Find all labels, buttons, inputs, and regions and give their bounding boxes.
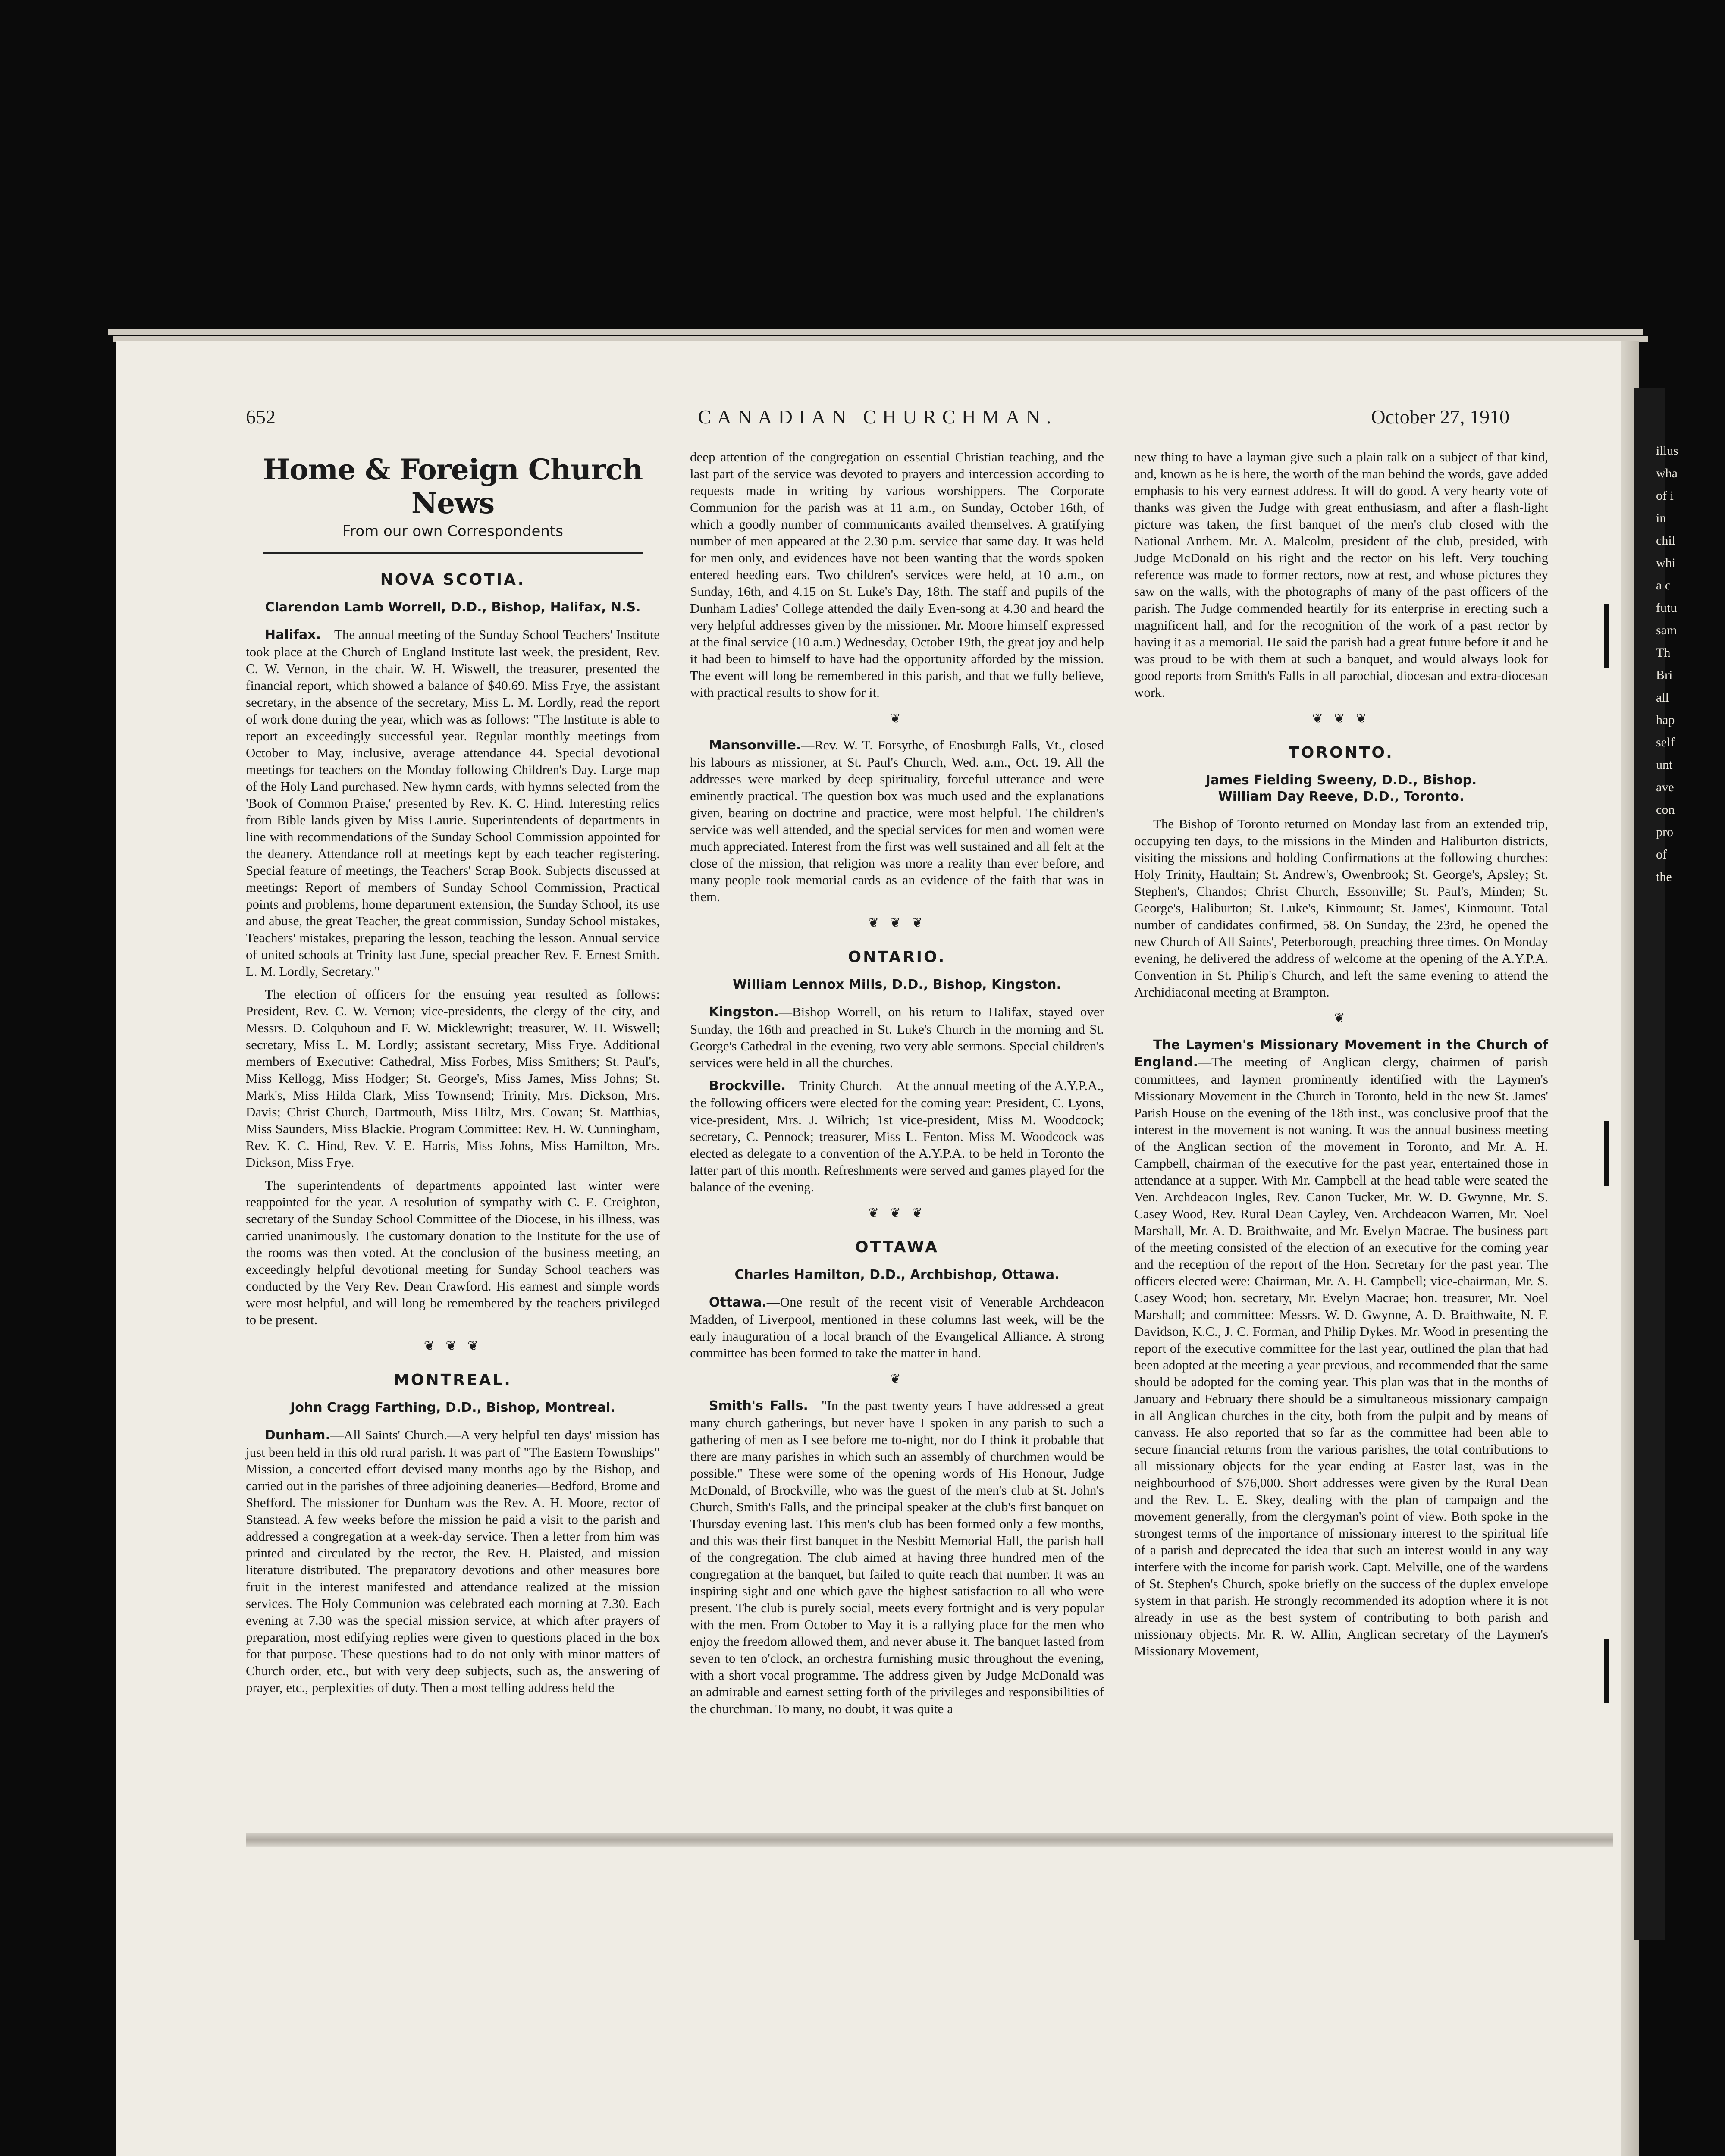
fragment-line: the [1656,870,1672,884]
article-paragraph: Smith's Falls.—"In the past twenty years I have addressed a great many church gatherings, but never have I spoken in any parish to such a gathering of men as I see before me to-night, nor do I think it probable that there are many parishes in which such an assembly of churchmen would be possible." These were some of the opening words of His Honour, Judge McDonald, of Brockville, who was the guest of the men's club at St. John's Church, Smith's Falls, and the principal speaker at the club's first banquet on Thursday evening last. This men's club has been formed only a few months, and this was their first banquet in the Nesbitt Memorial Hall, the parish hall of the congregation. The club aimed at having three hundred men of the congregation at the banquet, but failed to quite reach that number. It was an inspiring sight and one which gave the highest satisfaction to all who were present. The club is purely social, meets every fortnight and is very popular with the men. From October to May it is a rallying place for the men who enjoy the freedom allowed them, and never abuse it. The banquet lasted from seven to ten o'clock, an orchestra furnishing music throughout the evening, with a short vocal programme. The address given by Judge McDonald was an admirable and earnest setting forth of the privileges and responsibilities of the churchman. To many, no doubt, it was quite a [690,1398,1104,1716]
fragment-line: Bri [1656,668,1673,682]
fragment-line: of [1656,847,1667,862]
running-header [246,405,1509,436]
binding-stitch [1604,1639,1609,1703]
place-name: Smith's Falls. [709,1398,808,1413]
article-paragraph: Halifax.—The annual meeting of the Sunday School Teachers' Institute took place at the Church of England Institute last week, the president, Rev. C. W. Vernon, in the chair. W. H. Wiswell, the treasurer, presented the financial report, which showed a balance of $40.69. Miss Frye, the assistant secretary, in the absence of the secretary, Miss L. M. Lordly, read the report of work done during the year, which was as follows: "The Institute is able to report an exceedingly successful year. Regular monthly meetings from October to May, inclusive, average attendance 44. Special devotional meetings for teachers on the Monday following Children's Day. Large map of the Holy Land purchased. New hymn cards, with hymns selected from the 'Book of Common Praise,' presented by Rev. K. C. Hind. Interesting relics from Bible lands given by Miss Laurie. Superintendents of departments in line with recommendations of the Sunday School Commission appointed for the deanery. Attendance roll at meetings kept by each teacher registering. Special feature of meetings, the Teachers' Scrap Book. Subjects discussed at meetings: Report of members of Sunday School Commission, Practical points and problems, home department extension, the Sunday School, its use and abuse, the great Teacher, the great commission, Sunday School mistakes, Teachers' mistakes, preparing the lesson, teaching the lesson. Annual service of united schools at Trinity last June, special preacher Rev. F. Ernest Smith. L. M. Lordly, Secretary." [246,627,660,979]
article-paragraph: The superintendents of departments appointed last winter were reappointed for the year. A resolution of sympathy with C. E. Creighton, secretary of the Sunday School Committee of the Diocese, in his illness, was carried unanimously. The customary donation to the Institute for the use of the rooms was then voted. At the conclusion of the business meeting, an exceedingly helpful devotional meeting for Sunday School teachers was conducted by the Very Rev. Dean Crawford. His earnest and simple words were most helpful, and will long be remembered by the teachers privileged to be present. [246,1178,660,1327]
article-paragraph: Kingston.—Bishop Worrell, on his return to Halifax, stayed over Sunday, the 16th and preached in St. Luke's Church in the morning and St. George's Cathedral in the evening, two very able sermons. Special children's services were held in all the churches. [690,1004,1104,1070]
article-paragraph: The election of officers for the ensuing year resulted as follows: President, Rev. C. W. Vernon; vice-presidents, the clergy of the city, and Messrs. D. Colquhoun and F. W. Micklewright; treasurer, W. H. Wiswell; secretary, Miss L. M. Lordly; assistant secretary, Miss Frye. Additional members of Executive: Cathedral, Miss Forbes, Miss Smithers; St. Paul's, Miss Kellogg, Miss Hodger; St. George's, Miss James, Miss Johns; St. Mark's, Miss Hilda Clark, Miss Townsend; Trinity, Mrs. Dickson, Mrs. Davis; Christ Church, Dartmouth, Miss Hiltz, Mrs. Cowan; St. Matthias, Miss Saunders, Miss Blackie. Program Committee: Rev. H. W. Cunningham, Rev. K. C. Hind, Rev. V. E. Harris, Miss Johns, Miss Hamilton, Mrs. Dickson, Miss Frye. [246,987,660,1170]
fragment-line: a c [1656,578,1671,592]
fragment-line: ave [1656,780,1674,794]
fragment-line: whi [1656,556,1675,570]
article-paragraph: Mansonville.—Rev. W. T. Forsythe, of Enosburgh Falls, Vt., closed his labours as missioner, at St. Paul's Church, Wed. a.m., Oct. 19. All the addresses were marked by deep spirituality, forceful utterance and were eminently practical. The question box was much used and the explanations given, bearing on doctrine and practice, were most helpful. The children's service was well attended, and the special services for men and women were much appreciated. Interest from the first was well sustained and all felt at the close of the mission, that religion was more a reality than ever before, and many people took memorial cards as an evidence of the faith that was in them. [690,737,1104,904]
fragment-line: self [1656,735,1675,749]
fragment-line: in [1656,511,1666,525]
fragment-line: hap [1656,713,1675,727]
bishop-line: Charles Hamilton, D.D., Archbishop, Ottawa. [734,1267,1060,1282]
fragment-line: Th [1656,646,1671,660]
binding-stitch [1604,604,1609,668]
ornament-divider: ❦ ❦ ❦ [868,1206,926,1221]
diocese-heading: ONTARIO. [848,948,946,966]
column-2 [690,448,1104,1723]
masthead-title: Home & Foreign Church News [263,453,643,520]
ornament-divider: ❦ [1334,1011,1349,1026]
binding-stitch [1604,1121,1609,1186]
place-name: Dunham. [265,1428,330,1443]
diocese-heading: MONTREAL. [394,1371,512,1389]
article-paragraph: The Laymen's Missionary Movement in the Church of England.—The meeting of Anglican clergy, chairmen of parish committees, and laymen prominently identified with the Laymen's Missionary Movement in the Church in Toronto, held in the new St. James' Parish House on the evening of the 18th inst., was conclusive proof that the interest in the movement is not waning. It was the annual business meeting of the Anglican section of the movement in Toronto, and Mr. A. H. Campbell, chairman of the executive for the past year, entertained those in attendance at a supper. With Mr. Campbell at the head table were seated the Ven. Archdeacon Ingles, Rev. Canon Tucker, Mr. W. D. Gwynne, Mr. S. Casey Wood, Rev. Rural Dean Cayley, Ven. Archdeacon Warren, Mr. Noel Marshall, Mr. A. D. Braithwaite, and Mr. Evelyn Macrae. The business part of the meeting consisted of the election of an executive for the coming year and the reception of the report of the Hon. Secretary for the past year. The officers elected were: Chairman, Mr. A. H. Campbell; vice-chairman, Mr. S. Casey Wood; hon. secretary, Mr. Evelyn Macrae; hon. treasurer, Mr. Noel Marshall; and committee: Messrs. W. D. Gwynne, A. D. Braithwaite, N. F. Davidson, K.C., J. C. Forman, and Philip Dykes. Mr. Wood in presenting the report of the executive committee for the last year, outlined the plan that had been adopted at the meeting a year previous, and recommended that the same should be adopted for the coming year. This plan was that in the months of January and February there should be a simultaneous missionary campaign in all Anglican churches in the city, both from the pulpit and by means of canvass. He also reported that so far as the committee had been able to secure financial returns from the various parishes, the total contributions to all missionary objects for the year ending at Easter last, was in the neighbourhood of $76,000. Short addresses were given by the Rural Dean and the Rev. L. E. Skey, dealing with the plan of campaign and the movement generally, from the clergyman's point of view. Both spoke in the strongest terms of the importance of missionary interest to the spiritual life of a parish and deprecated the idea that such an interest would in any way interfere with the income for parish work. Capt. Melville, one of the wardens of St. Stephen's Church, spoke briefly on the success of the duplex envelope system in that parish. He strongly recommended its adoption where it is not already in use as the best system of contributing to both parish and missionary objects. Mr. R. W. Allin, Anglican secretary of the Laymen's Missionary Movement, [1134,1037,1548,1658]
article-paragraph: Brockville.—Trinity Church.—At the annual meeting of the A.Y.P.A., the following officers were elected for the coming year: President, C. Lyons, vice-president, Mrs. J. Wilrich; 1st vice-president, Miss M. Woodcock; secretary, C. Pennock; treasurer, Miss L. Fenton. Miss M. Woodcock was elected as delegate to a convention of the A.Y.P.A. to be held in Toronto the latter part of this month. Refreshments were served and games played for the balance of the evening. [690,1078,1104,1194]
bishop-line: William Lennox Mills, D.D., Bishop, Kingston. [733,977,1061,992]
fragment-line: wha [1656,466,1678,480]
fragment-line: all [1656,690,1669,705]
fragment-line: of i [1656,489,1674,503]
fragment-line: unt [1656,758,1673,772]
fragment-line: chil [1656,533,1675,548]
masthead-rule [263,552,643,554]
fragment-line: pro [1656,825,1673,839]
fragment-line: con [1656,802,1675,817]
fragment-line: sam [1656,623,1677,637]
place-name: Ottawa. [709,1295,767,1310]
column-1 [246,448,660,1702]
bishop-line: John Cragg Farthing, D.D., Bishop, Montreal. [290,1400,615,1415]
ornament-divider: ❦ ❦ ❦ [1312,711,1371,726]
article-paragraph: deep attention of the congregation on essential Christian teaching, and the last part of the service was devoted to prayers and intercession according to requests made in writing by various worshippers. The Corporate Communion for the parish was at 11 a.m., on Sunday, October 16th, of which a goodly number of communicants availed themselves. A gratifying number of men appeared at the 2.30 p.m. service that same day. It was held for men only, and evidences have not been wanting that the words spoken entered heeding ears. Two children's services were held, at 10 a.m., on Sunday, 16th, and 4.15 on St. Luke's Day, 18th. The staff and pupils of the Dunham Ladies' College attended the daily Even-song at 4.30 and heard the very helpful addresses given by the missioner. Mr. Moore himself expressed at the final service (10 a.m.) Wednesday, October 19th, the great joy and help it had been to himself to have had the opportunity afforded by the mission. The event will long be remembered in this parish, and that we fully believe, with practical results to show for it. [690,449,1104,700]
paper-crease [246,1833,1613,1847]
diocese-heading: NOVA SCOTIA. [380,571,526,589]
place-name: Mansonville. [709,738,801,753]
section-masthead [246,453,660,554]
place-name: The Laymen's Missionary Movement in the Church of England. [1134,1037,1548,1070]
place-name: Halifax. [265,627,321,642]
ornament-divider: ❦ [890,711,904,726]
article-paragraph: The Bishop of Toronto returned on Monday last from an extended trip, occupying ten days, to the missions in the Minden and Haliburton districts, visiting the missions and holding Confirmations at the following churches: Holy Trinity, Haultain; St. Andrew's, Owenbrook; St. George's, Apsley; St. Stephen's, Chandos; Christ Church, Essonville; St. Paul's, Minden; St. George's, Haliburton; St. Luke's, Kinmount; St. James', Kinmount. Total number of candidates confirmed, 58. On Sunday, the 23rd, he opened the new Church of All Saints', Peterborough, preaching three times. On Monday evening, he delivered the address of welcome at the opening of the A.Y.P.A. Convention in St. Philip's Church, and left the same evening to attend the Archidiaconal meeting at Brampton. [1134,816,1548,1000]
diocese-heading: OTTAWA [855,1238,939,1256]
fragment-line: futu [1656,601,1677,615]
newspaper-page [116,341,1639,2156]
masthead-subtitle: From our own Correspondents [342,523,563,540]
diocese-heading: TORONTO. [1289,744,1394,761]
bishop-line: Clarendon Lamb Worrell, D.D., Bishop, Halifax, N.S. [265,600,641,615]
ornament-divider: ❦ [890,1372,904,1387]
publication-title: CANADIAN CHURCHMAN. [698,406,1057,428]
bishop-line: William Day Reeve, D.D., Toronto. [1218,789,1465,804]
article-paragraph: new thing to have a layman give such a plain talk on a subject of that kind, and, known as he is here, the worth of the man behind the words, gave added emphasis to his very earnest address. It will do good. A very hearty vote of thanks was given the Judge with great enthusiasm, and after a flash-light picture was taken, the first banquet of the men's club closed with the National Anthem. Mr. A. Malcolm, president of the club, presided, with Judge McDonald on his right and the rector on his left. Very touching reference was made to former rectors, now at rest, and whose pictures they saw on the walls, with the photographs of many of the past officers of the parish. The Judge commended heartily for its enterprise in erecting such a magnificent hall, and for the recognition of the work of a past rector by having it as a memorial. He said the parish had a great future before it and he was proud to be with them at such a banquet, and would always look for good reports from Smith's Falls in all parochial, diocesan and extra-diocesan work. [1134,449,1548,700]
article-paragraph: Dunham.—All Saints' Church.—A very helpful ten days' mission has just been held in this old rural parish. It was part of "The Eastern Townships" Mission, a concerted effort devised many months ago by the Bishop, and carried out in the parishes of three adjoining deaneries—Bedford, Brome and Shefford. The missioner for Dunham was the Rev. A. H. Moore, rector of Stanstead. A few weeks before the mission he paid a visit to the parish and addressed a congregation at a week-day service. Then a letter from him was printed and circulated by the rector, the Rev. H. Plaisted, and mission literature distributed. The preparatory devotions and other measures bore fruit in the interest manifested and attendance realized at the mission services. The Holy Communion was celebrated each morning at 7.30. Each evening at 7.30 was the special mission service, at which after prayers of preparation, most edifying replies were given to questions placed in the box for that purpose. These questions had to do not only with minor matters of Church order, etc., but with very deep subjects, such as, the answering of prayer, etc., perplexities of duty. Then a most telling address held the [246,1427,660,1695]
page-stack-edge [108,329,1643,335]
place-name: Kingston. [709,1005,779,1020]
column-3 [1134,448,1548,1665]
fragment-line: illus [1656,444,1678,458]
adjacent-page-fragment [1656,440,1721,888]
ornament-divider: ❦ ❦ ❦ [868,915,926,931]
bishop-line: James Fielding Sweeny, D.D., Bishop. [1205,773,1477,788]
page-number: 652 [246,406,276,428]
issue-date: October 27, 1910 [1371,406,1509,428]
article-paragraph: Ottawa.—One result of the recent visit of Venerable Archdeacon Madden, of Liverpool, mentioned in these columns last week, will be the early inauguration of a local branch of the Evangelical Alliance. A strong committee has been formed to take the matter in hand. [690,1294,1104,1360]
place-name: Brockville. [709,1078,786,1094]
ornament-divider: ❦ ❦ ❦ [423,1338,482,1354]
